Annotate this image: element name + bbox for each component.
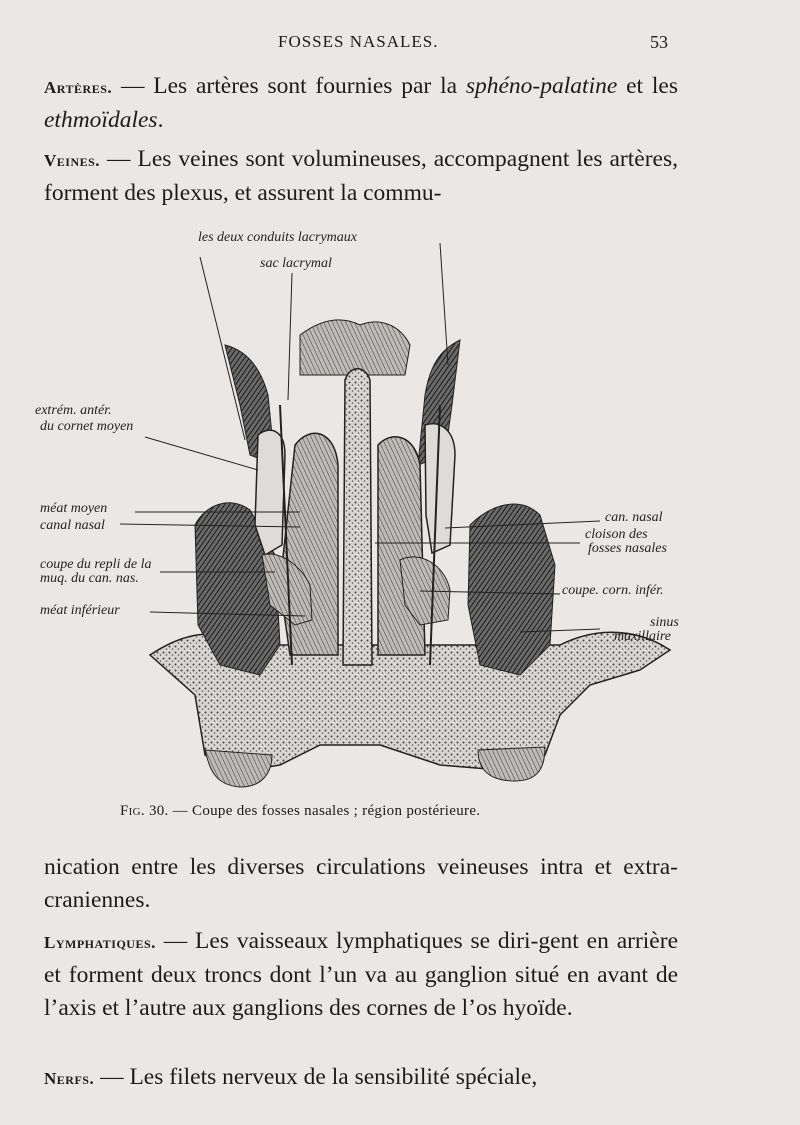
text-nerfs: — Les filets nerveux de la sensibilité spéciale, (94, 1064, 538, 1090)
text-arteres-3: . (157, 107, 164, 133)
running-title: FOSSES NASALES. (278, 32, 439, 51)
label-can-nasal: can. nasal (605, 510, 663, 525)
paragraph-nerfs (44, 1061, 678, 1095)
label-sac-lacrymal: sac lacrymal (260, 256, 332, 271)
tooth-left (205, 750, 272, 787)
label-cornet-moyen: du cornet moyen (40, 419, 134, 434)
paragraph-veines (44, 143, 678, 210)
page-number: 53 (650, 32, 668, 52)
label-muq-can-nas: muq. du can. nas. (40, 571, 139, 586)
running-head (0, 32, 800, 56)
paragraph-continuation (44, 851, 678, 917)
left-nasal-cavity (280, 433, 338, 655)
label-sinus: sinus (650, 615, 679, 630)
text-lymphatiques: — Les vaisseaux lymphatiques se diri-gent en arrière et forment deux troncs dont l’un va au ganglion situé en avant de l’axis et l’autre aux ganglions des cornes de l’os hyoïde. (44, 928, 678, 1021)
label-extrem-anter: extrém. antér. (35, 403, 112, 418)
right-middle-concha (425, 424, 455, 553)
text-veines: — Les veines sont volumineuses, accompagnent les artères, forment des plexus, et assurent la commu- (44, 146, 678, 206)
paragraph-arteres (44, 70, 678, 137)
figure-number: Fig. 30. (120, 803, 169, 819)
label-coupe-repli: coupe du repli de la (40, 557, 152, 572)
right-maxillary-mass (468, 504, 555, 675)
text-arteres-1: — Les artères sont fournies par la (112, 73, 466, 99)
text-arteres-2: et les (617, 73, 678, 99)
label-conduits-lacrymaux: les deux conduits lacrymaux (198, 230, 358, 245)
text-continuation: nication entre les diverses circulations veineuses intra et extra-craniennes. (44, 854, 678, 913)
label-meat-moyen: méat moyen (40, 501, 108, 516)
italic-spheno-palatine: sphéno-palatine (465, 73, 618, 99)
heading-veines: Veines. (44, 151, 101, 170)
heading-arteres: Artères. (44, 78, 113, 97)
heading-nerfs: Nerfs. (44, 1069, 95, 1088)
label-cloison: cloison des (585, 527, 648, 542)
tooth-right (478, 747, 545, 781)
label-maxillaire: maxillaire (614, 629, 672, 644)
figure-caption-text: — Coupe des fosses nasales ; région postérieure. (168, 803, 481, 819)
heading-lymphatiques: Lymphatiques. (44, 933, 156, 952)
left-middle-concha (255, 430, 285, 555)
ethmoid-roof (300, 320, 410, 375)
nasal-section-illustration (0, 225, 800, 795)
nasal-septum (343, 369, 372, 665)
italic-ethmoidales: ethmoïdales (44, 107, 158, 133)
figure-caption (120, 803, 620, 820)
label-canal-nasal: canal nasal (40, 518, 105, 533)
label-fosses-nasales: fosses nasales (588, 541, 667, 556)
paragraph-lymphatiques (44, 925, 678, 1025)
figure-nasal-section (0, 225, 800, 795)
label-meat-inferieur: méat inférieur (40, 603, 120, 618)
label-coupe-corn-infer: coupe. corn. infér. (562, 583, 664, 598)
